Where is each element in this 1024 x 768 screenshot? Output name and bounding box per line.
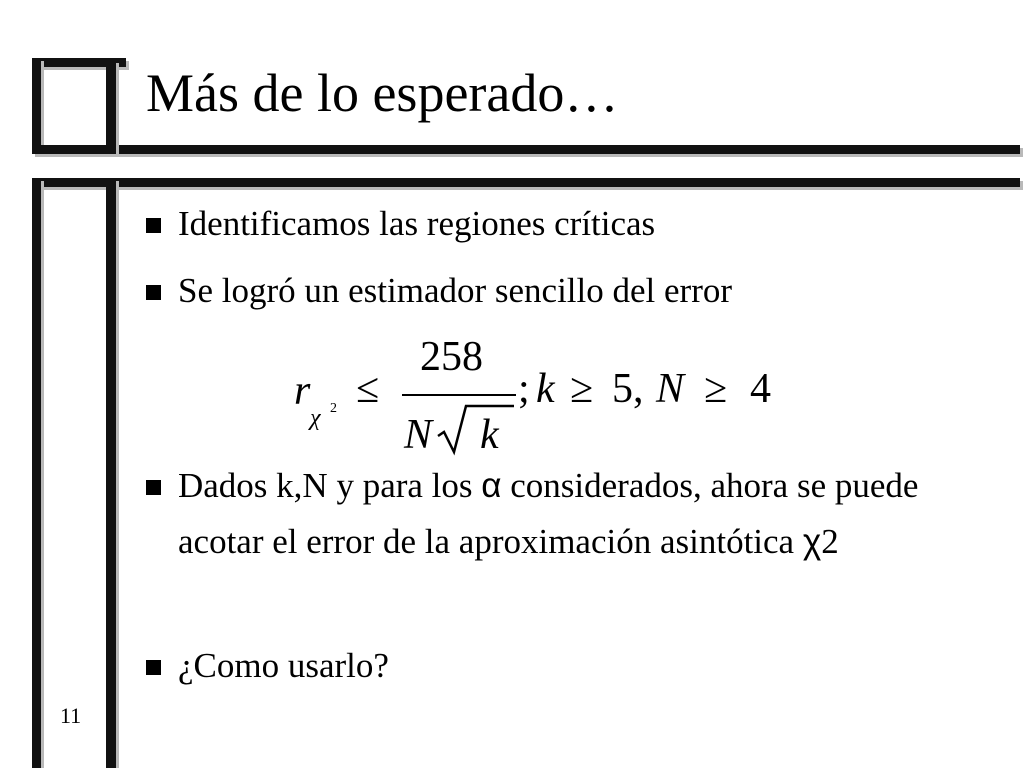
formula-den-root-var: k xyxy=(480,412,499,458)
formula-den-var: N xyxy=(404,412,433,458)
frame-body-top xyxy=(32,178,1020,187)
bullet-marker xyxy=(146,218,161,233)
formula-lhs-var: r xyxy=(294,368,311,414)
alpha-symbol: α xyxy=(481,466,502,505)
bullet-marker xyxy=(146,660,161,675)
formula-lhs-sub-sup: 2 xyxy=(330,401,337,416)
slide-title: Más de lo esperado… xyxy=(146,63,619,123)
chi-exponent: 2 xyxy=(821,522,839,561)
frame-title-divider xyxy=(32,145,1020,154)
frame-right-vertical-top xyxy=(106,60,116,154)
bullet-text: Se logró un estimador sencillo del error xyxy=(178,271,733,310)
formula-cond1-rel: ≥ xyxy=(570,366,594,412)
formula-lhs-sub: χ xyxy=(310,405,321,431)
formula-numerator: 258 xyxy=(420,334,483,380)
bullet-text-part: considerados, ahora se puede acotar el error de la aproximación asintótica xyxy=(178,466,919,561)
error-bound-formula xyxy=(280,322,800,462)
bullet-text xyxy=(178,458,988,570)
bullet-text-part: Dados k,N y para los xyxy=(178,466,482,505)
frame-left-vertical xyxy=(32,178,41,768)
frame-inner-vertical xyxy=(106,178,116,768)
formula-cond2-var: N xyxy=(656,366,685,412)
bullet-text: ¿Como usarlo? xyxy=(178,646,389,685)
formula-cond2-val: 4 xyxy=(750,366,771,412)
sqrt-icon xyxy=(436,402,516,456)
formula-relation: ≤ xyxy=(356,366,380,412)
formula-cond1-val: 5, xyxy=(612,366,644,412)
formula-cond1-var: k xyxy=(536,366,555,412)
fraction-bar xyxy=(402,394,516,396)
bullet-marker xyxy=(146,285,161,300)
bullet-marker xyxy=(146,480,161,495)
chi-symbol: χ xyxy=(802,522,822,561)
bullet-text: Identificamos las regiones críticas xyxy=(178,204,656,243)
frame-top-left-vertical xyxy=(32,58,41,154)
formula-separator: ; xyxy=(518,366,530,412)
formula-cond2-rel: ≥ xyxy=(704,366,728,412)
slide-number: 11 xyxy=(60,703,82,728)
